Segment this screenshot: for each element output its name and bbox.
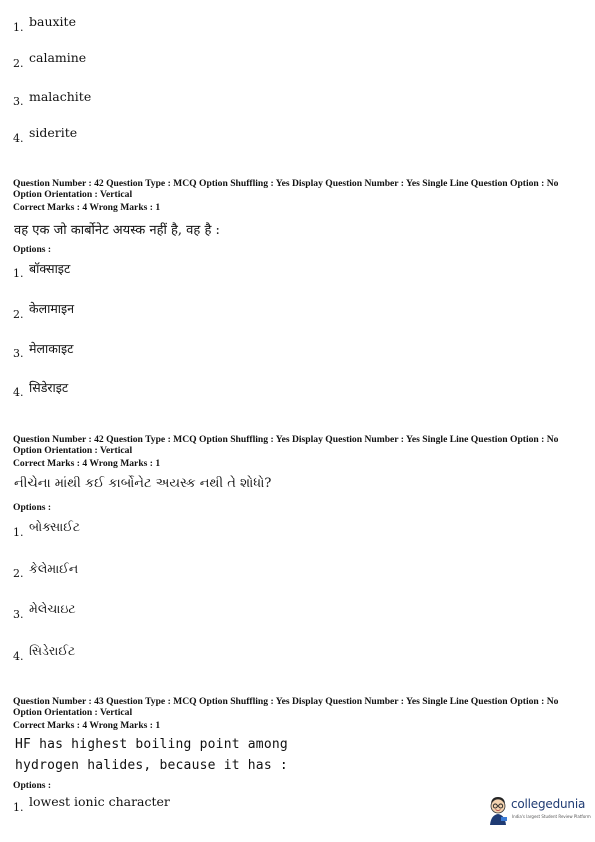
option-number: 1. xyxy=(13,801,24,814)
option-text: बॉक्साइट xyxy=(29,261,71,276)
options-label: Options : xyxy=(13,780,52,791)
question-text: નીચેના માંથી કઈ કાર્બોનેટ અયસ્ક નથી તે શોધો? xyxy=(14,476,272,491)
question-marks: Correct Marks : 4 Wrong Marks : 1 xyxy=(13,720,161,731)
option-text: સિડેરાઈટ xyxy=(29,643,76,658)
brand-name: collegedunia xyxy=(511,797,586,811)
option-number: 4. xyxy=(13,650,24,663)
option-number: 1. xyxy=(13,267,24,280)
option-number: 2. xyxy=(13,308,24,321)
question-meta: Question Number : 42 Question Type : MCQ Option Shuffling : Yes Display Question Number : Yes Single Line Question Option : No Option Orientation : Vertical xyxy=(13,434,559,456)
option-number: 4. xyxy=(13,386,24,399)
options-label: Options : xyxy=(13,502,52,513)
question-meta: Question Number : 43 Question Type : MCQ Option Shuffling : Yes Display Question Number : Yes Single Line Question Option : No Option Orientation : Vertical xyxy=(13,696,559,718)
option-text: siderite xyxy=(29,125,78,140)
question-marks: Correct Marks : 4 Wrong Marks : 1 xyxy=(13,202,161,213)
option-text: બોક્સાઈટ xyxy=(29,519,81,534)
option-number: 4. xyxy=(13,132,24,145)
question-text: वह एक जो कार्बोनेट अयस्क नहीं है, वह है : xyxy=(14,223,220,238)
option-number: 1. xyxy=(13,526,24,539)
option-text: calamine xyxy=(29,50,87,65)
question-meta: Question Number : 42 Question Type : MCQ Option Shuffling : Yes Display Question Number : Yes Single Line Question Option : No Option Orientation : Vertical xyxy=(13,178,559,200)
option-text: सिडेराइट xyxy=(29,380,69,395)
question-text-line-1: HF has highest boiling point among xyxy=(15,737,288,752)
option-text: કેલેમાઈન xyxy=(29,561,79,576)
option-number: 3. xyxy=(13,95,24,108)
option-text: lowest ionic character xyxy=(29,794,170,809)
option-number: 2. xyxy=(13,57,24,70)
option-text: केलामाइन xyxy=(29,301,75,316)
option-text: malachite xyxy=(29,89,92,104)
option-text: મેલેચાઇટ xyxy=(29,601,76,616)
option-text: bauxite xyxy=(29,14,76,29)
option-number: 3. xyxy=(13,347,24,360)
option-number: 2. xyxy=(13,567,24,580)
student-mascot-icon xyxy=(487,794,509,826)
option-number: 1. xyxy=(13,21,24,34)
collegedunia-logo xyxy=(487,794,591,828)
option-number: 3. xyxy=(13,608,24,621)
brand-tagline: India's largest Student Review Platform xyxy=(512,814,591,819)
question-text-line-2: hydrogen halides, because it has : xyxy=(15,758,288,773)
option-text: मेलाकाइट xyxy=(29,341,74,356)
options-label: Options : xyxy=(13,244,52,255)
question-marks: Correct Marks : 4 Wrong Marks : 1 xyxy=(13,458,161,469)
